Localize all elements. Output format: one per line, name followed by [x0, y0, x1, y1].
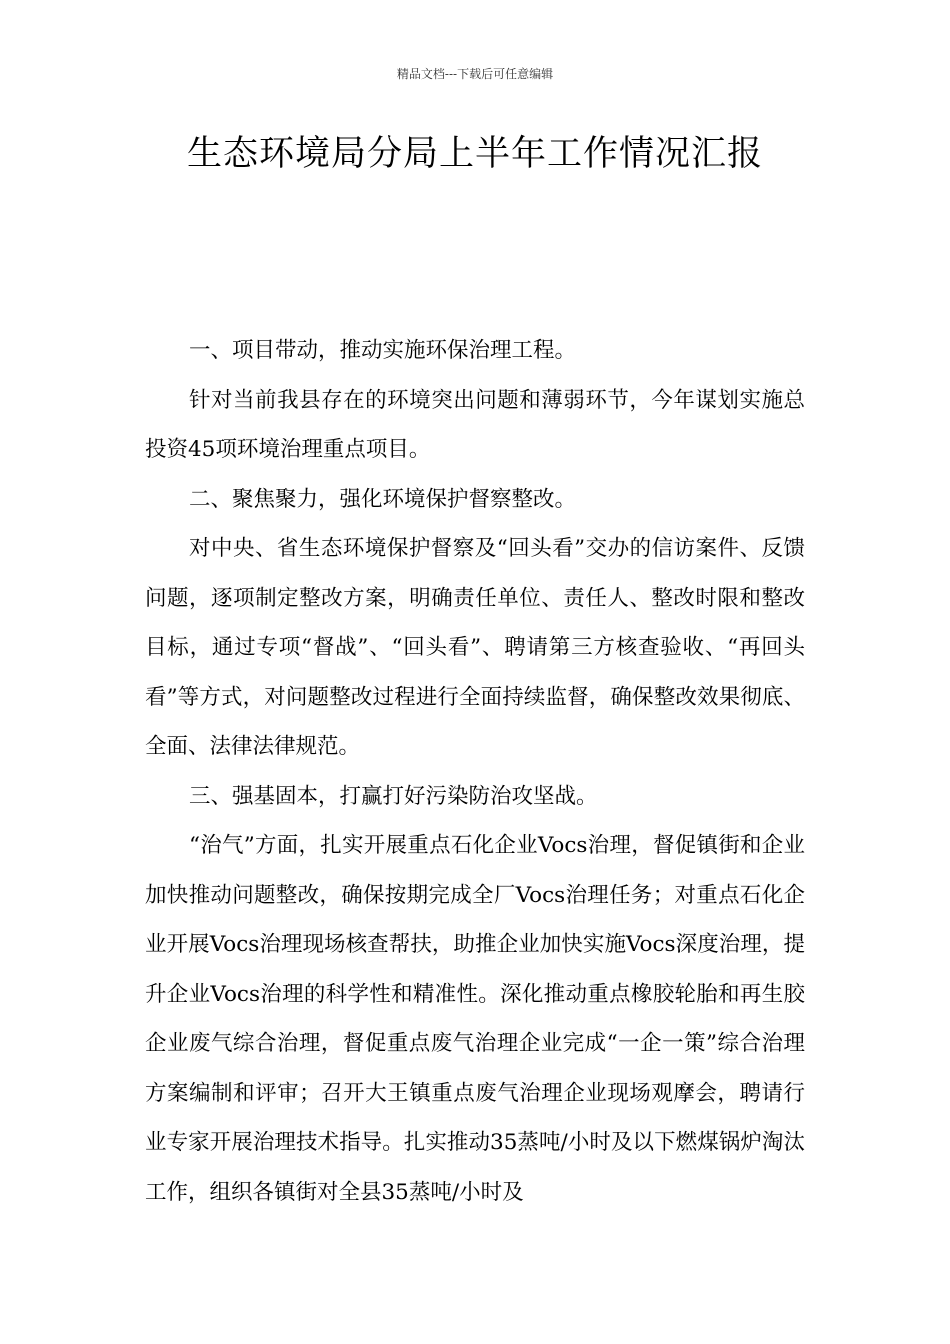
document-body	[145, 326, 805, 1217]
body-paragraph: “治气”方面，扎实开展重点石化企业Vocs治理，督促镇街和企业加快推动问题整改，确保按期完成全厂Vocs治理任务；对重点石化企业开展Vocs治理现场核查帮扶，助推企业加快实施Vocs深度治理，提升企业Vocs治理的科学性和精准性。深化推动重点橡胶轮胎和再生胶企业废气综合治理，督促重点废气治理企业完成“一企一策”综合治理方案编制和评审；召开大王镇重点废气治理企业现场观摩会，聘请行业专家开展治理技术指导。扎实推动35蒸吨/小时及以下燃煤锅炉淘汰工作，组织各镇街对全县35蒸吨/小时及	[145, 833, 805, 1205]
document-title: 生态环境局分局上半年工作情况汇报	[186, 134, 763, 174]
body-paragraph: 对中央、省生态环境保护督察及“回头看”交办的信访案件、反馈问题，逐项制定整改方案，明确责任单位、责任人、整改时限和整改目标，通过专项“督战”、“回头看”、聘请第三方核查验收、“再回头看”等方式，对问题整改过程进行全面持续监督，确保整改效果彻底、全面、法律法律规范。	[145, 536, 805, 759]
section-heading-3: 三、强基固本，打赢打好污染防治攻坚战。	[189, 783, 598, 809]
body-paragraph: 针对当前我县存在的环境突出问题和薄弱环节，今年谋划实施总投资45项环境治理重点项目。	[145, 387, 805, 462]
section-heading-1: 一、项目带动，推动实施环保治理工程。	[189, 338, 577, 363]
page-header-note: 精品文档---下载后可任意编辑	[396, 67, 554, 81]
section-heading-2: 二、聚焦聚力，强化环境保护督察整改。	[189, 486, 577, 512]
